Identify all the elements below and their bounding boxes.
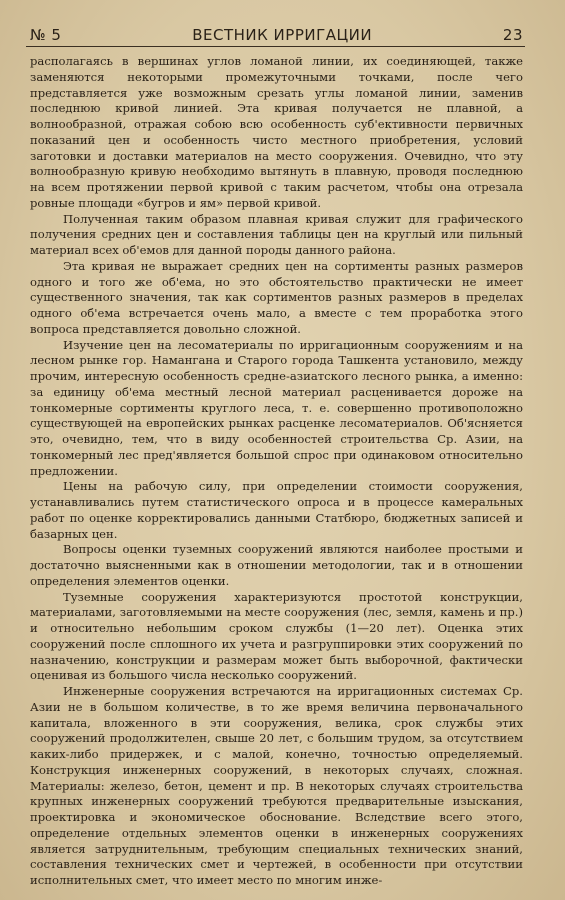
paragraph-2: Полученная таким образом плавная кривая служит для графического получения средних цен и составления таблицы цен на круглый или пильный материал всех об'емов для данной породы данного района. xyxy=(30,211,523,257)
running-header xyxy=(30,22,523,44)
paragraph-5: Цены на рабочую силу, при определении стоимости сооружения, устанавливались путем статистического опроса и в процессе камеральных работ по оценке корректировались данными Статбюро, бюджетных записей и базарных цен. xyxy=(30,479,523,541)
header-rule xyxy=(26,46,525,47)
page-number: 23 xyxy=(502,26,523,44)
article-body xyxy=(30,54,523,889)
paragraph-4: Изучение цен на лесоматериалы по ирригационным сооружениям и на лесном рынке гор. Намангана и Старого города Ташкента установило, между прочим, интересную особенность средне-азиатского лесного рынка, а именно: за единицу об'ема местный лесной материал расценивается дороже на тонкомерные сортименты круглого леса, т. е. совершенно противоположно существующей на европейских рынках расценке лесоматериалов. Об'ясняется это, очевидно, тем, что в виду особенностей строительства Ср. Азии, на тонкомерный лес пред'является большой спрос при одинаковом относительно предложении. xyxy=(30,337,523,478)
journal-title: ВЕСТНИК ИРРИГАЦИИ xyxy=(192,26,373,44)
paragraph-8: Инженерные сооружения встречаются на ирригационных системах Ср. Азии не в большом количестве, в то же время величина первоначального капитала, вложенного в эти сооружения, велика, срок службы этих сооружений продолжителен, свыше 20 лет, с большим трудом, за отсутствием каких-либо придержек, и с малой, конечно, точностью определяемый. Конструкция инженерных сооружений, в некоторых случаях, сложная. Материалы: железо, бетон, цемент и пр. В некоторых случаях строительства крупных инженерных сооружений требуются предварительные изыскания, проектировка и экономическое обоснование. Вследствие всего этого, определение отдельных элементов оценки в инженерных сооружениях является затруднительным, требующим специальных технических знаний, составления технических смет и чертежей, в особенности при отсутствии исполнительных смет, что имеет место по многим инже- xyxy=(30,684,523,887)
paragraph-1: располагаясь в вершинах углов ломаной линии, их соединяющей, также заменяются некоторыми промежуточными точками, после чего представляется уже возможным срезать углы ломаной линии, заменив последнюю кривой линией. Эта кривая получается не плавной, а волнообразной, отражая собою всю особенность суб'ективности первичных показаний цен и особенность чисто местного приобретения, условий заготовки и доставки материалов на место сооружения. Очевидно, что эту волнообразную кривую необходимо вытянуть в плавную, проводя последнюю на всем протяжении первой кривой с таким расчетом, чтобы она отрезала ровные площади «бугров и ям» первой кривой. xyxy=(30,54,523,210)
paragraph-3: Эта кривая не выражает средних цен на сортименты разных размеров одного и того же об'ема, но это обстоятельство практически не имеет существенного значения, так как сортиментов разных размеров в пределах одного об'ема встречается очень мало, а вместе с тем проработка этого вопроса представляется довольно сложной. xyxy=(30,258,523,336)
issue-number: № 5 xyxy=(30,26,62,44)
paragraph-7: Туземные сооружения характеризуются простотой конструкции, материалами, заготовляемыми на месте сооружения (лес, земля, камень и пр.) и относительно небольшим сроком службы (1—20 лет). Оценка этих сооружений после сплошного их учета и разгруппировки этих сооружений по назначению, конструкции и размерам может быть выборочной, фактически оценивая из большого числа несколько сооружений. xyxy=(30,589,523,683)
paragraph-6: Вопросы оценки туземных сооружений являются наиболее простыми и достаточно выясненными как в отношении методологии, так и в отношении определения элементов оценки. xyxy=(30,542,523,588)
